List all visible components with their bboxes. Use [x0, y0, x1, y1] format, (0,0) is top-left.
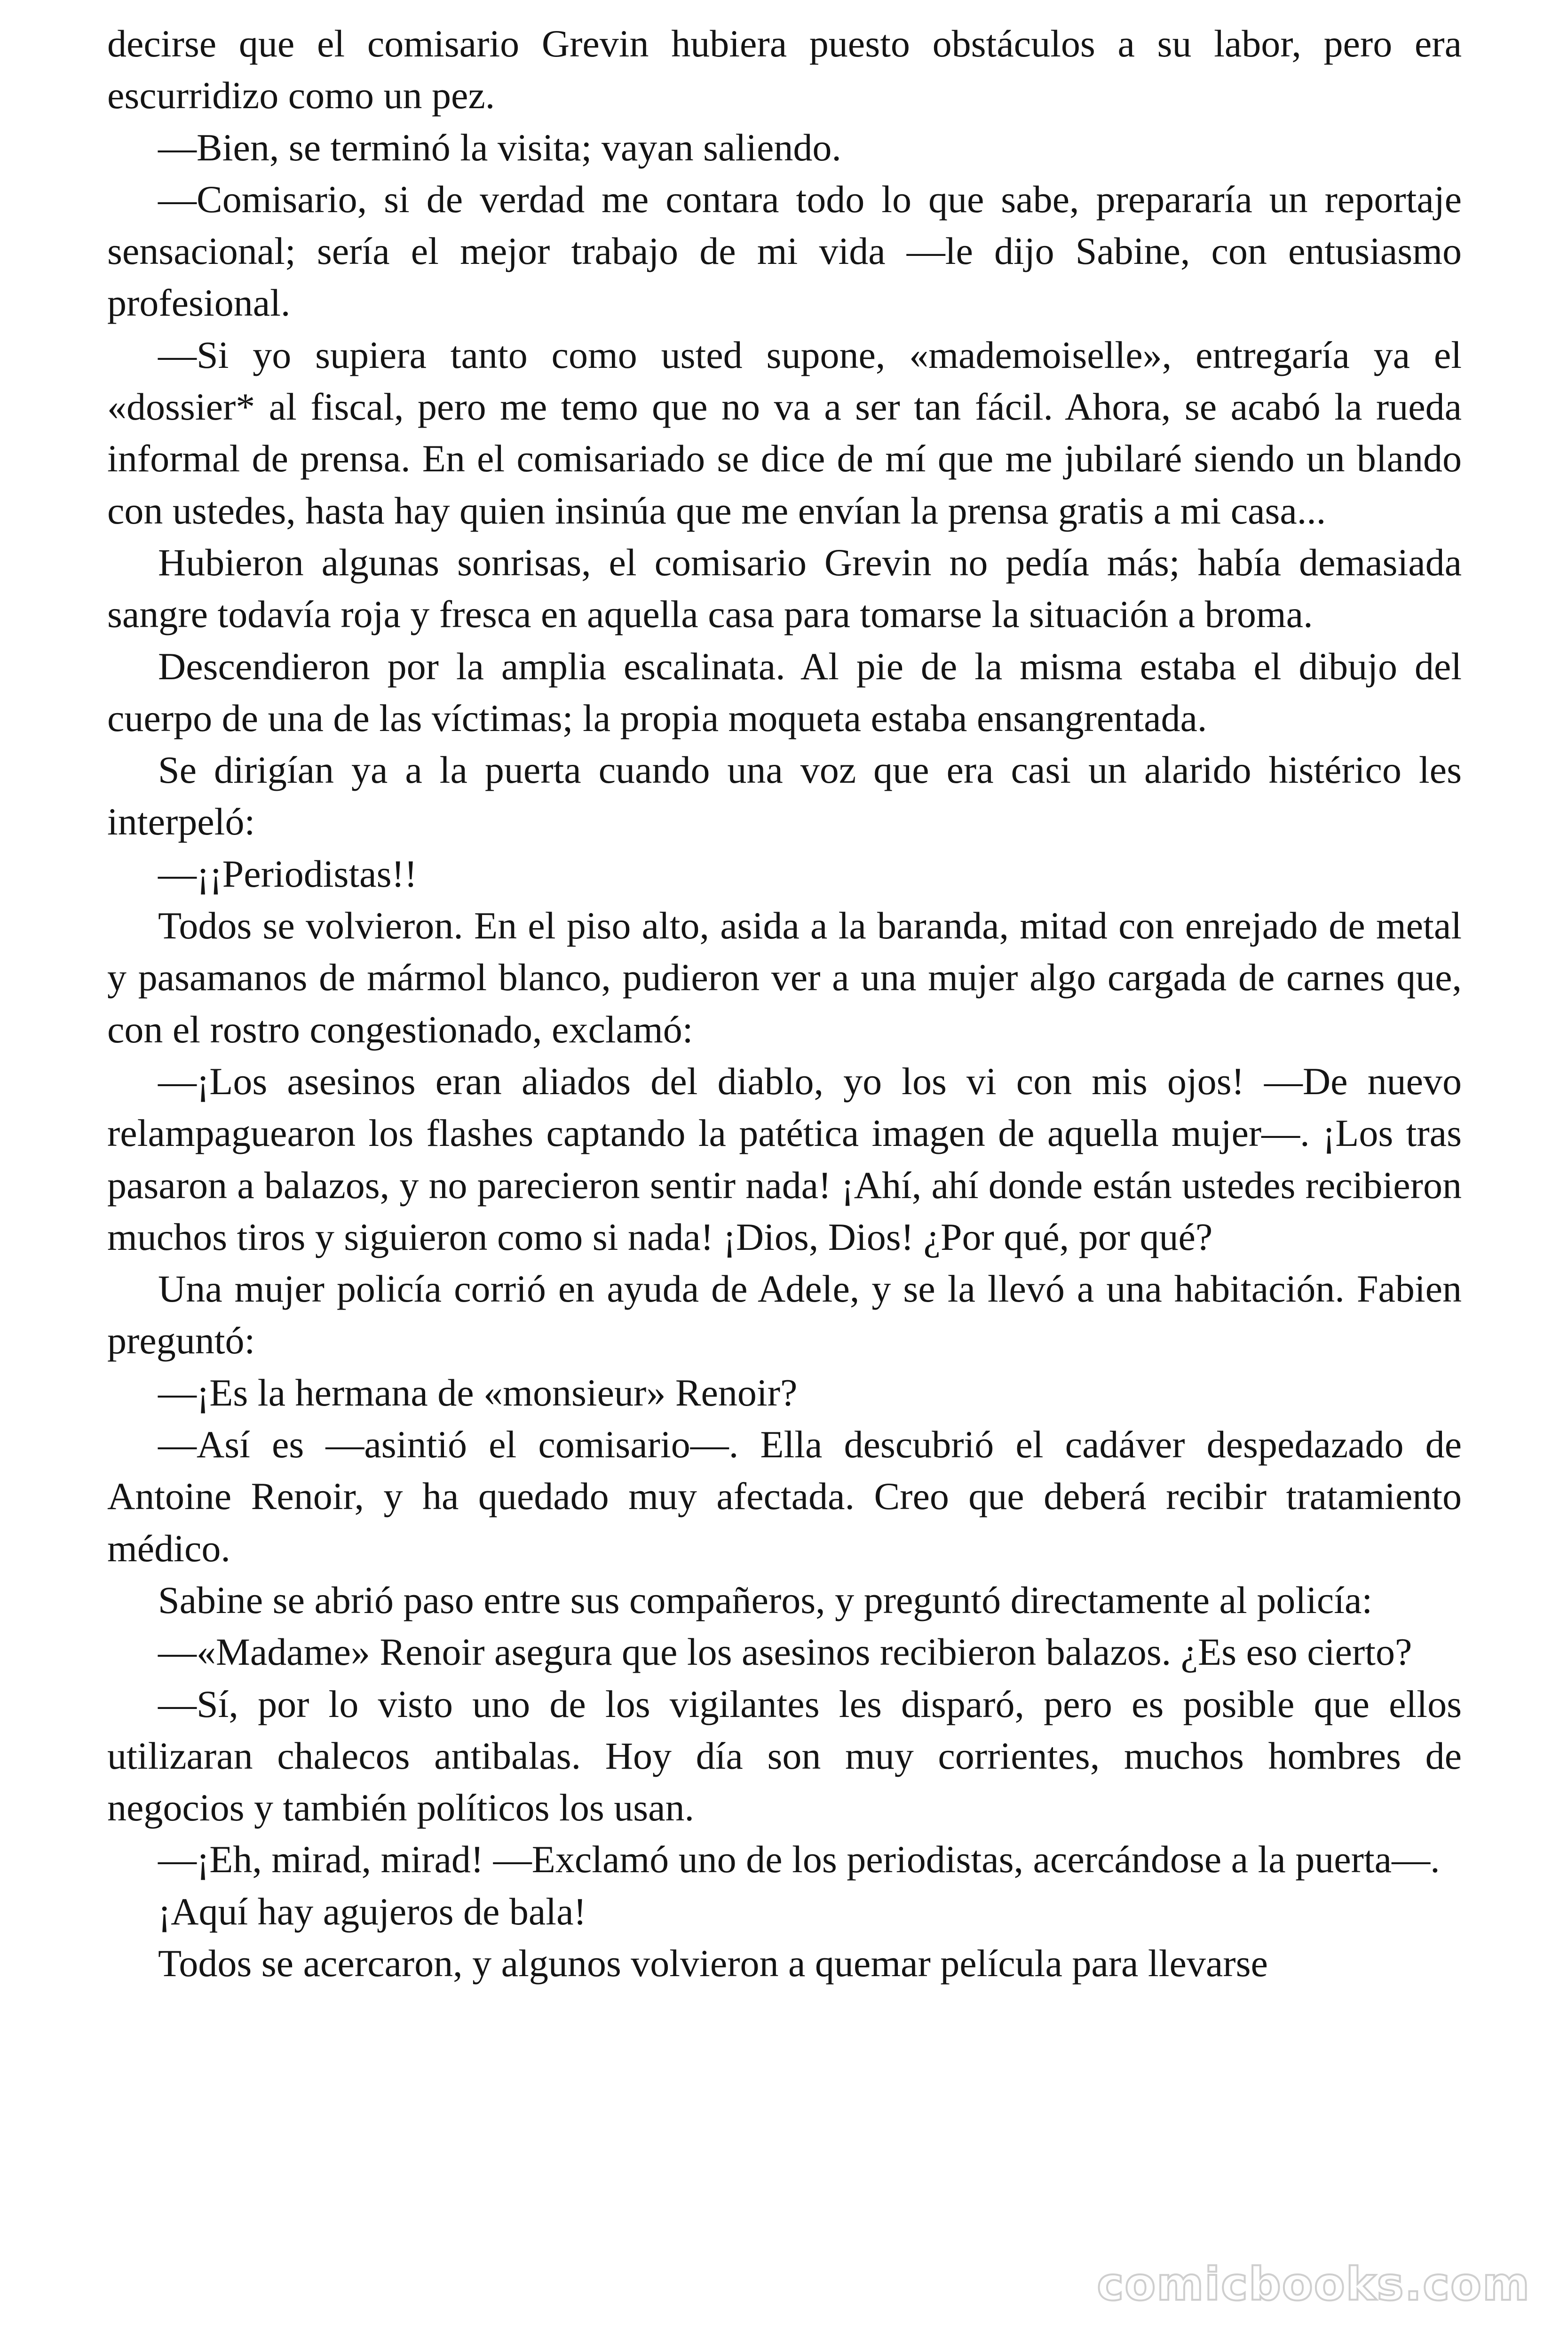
paragraph: —¡¡Periodistas!!: [158, 852, 418, 895]
paragraph: —Si yo supiera tanto como usted supone, «mademoiselle», entregaría ya el «dossier* al fiscal, pero me temo que no va a ser tan fácil. Ahora, se acabó la rueda informal de prensa. En el comisariado se dice de mí que me jubilaré siendo un blando con ustedes, hasta hay quien insinúa que me envían la prensa gratis a mi casa...: [107, 333, 1462, 532]
watermark: comicbooks.com: [1097, 2258, 1530, 2311]
paragraph: —«Madame» Renoir asegura que los asesinos recibieron balazos. ¿Es eso cierto?: [158, 1630, 1412, 1674]
paragraph: Todos se acercaron, y algunos volvieron a quemar película para llevarse: [158, 1941, 1268, 1985]
paragraph: Se dirigían ya a la puerta cuando una voz que era casi un alarido histérico les interpeló:: [107, 748, 1462, 843]
paragraph-continuation: decirse que el comisario Grevin hubiera puesto obstáculos a su labor, pero era escurridizo como un pez.: [107, 22, 1462, 117]
paragraph: Descendieron por la amplia escalinata. Al pie de la misma estaba el dibujo del cuerpo de una de las víctimas; la propia moqueta estaba ensangrentada.: [107, 644, 1462, 739]
paragraph: Todos se volvieron. En el piso alto, asida a la baranda, mitad con enrejado de metal y pasamanos de mármol blanco, pudieron ver a una mujer algo cargada de carnes que, con el rostro congestionado, exclamó:: [107, 904, 1462, 1051]
paragraph: —¡Eh, mirad, mirad! —Exclamó uno de los periodistas, acercándose a la puerta—.: [158, 1838, 1440, 1881]
body-text: [107, 18, 1462, 1989]
paragraph: —Así es —asintió el comisario—. Ella descubrió el cadáver despedazado de Antoine Renoir, y ha quedado muy afectada. Creo que deberá recibir tratamiento médico.: [107, 1423, 1462, 1570]
paragraph: —Sí, por lo visto uno de los vigilantes les disparó, pero es posible que ellos utilizaran chalecos antibalas. Hoy día son muy corrientes, muchos hombres de negocios y también políticos los usan.: [107, 1682, 1462, 1829]
paragraph: ¡Aquí hay agujeros de bala!: [158, 1890, 586, 1933]
paragraph: —¡Los asesinos eran aliados del diablo, yo los vi con mis ojos! —De nuevo relampaguearon los flashes captando la patética imagen de aquella mujer—. ¡Los tras pasaron a balazos, y no parecieron sentir nada! ¡Ahí, ahí donde están ustedes recibieron muchos tiros y siguieron como si nada! ¡Dios, Dios! ¿Por qué, por qué?: [107, 1059, 1462, 1258]
paragraph: Una mujer policía corrió en ayuda de Adele, y se la llevó a una habitación. Fabien preguntó:: [107, 1267, 1462, 1362]
paragraph: —Bien, se terminó la visita; vayan saliendo.: [158, 126, 841, 169]
paragraph: Sabine se abrió paso entre sus compañeros, y preguntó directamente al policía:: [158, 1578, 1373, 1621]
paragraph: Hubieron algunas sonrisas, el comisario Grevin no pedía más; había demasiada sangre todavía roja y fresca en aquella casa para tomarse la situación a broma.: [107, 540, 1462, 636]
paragraph: —¡Es la hermana de «monsieur» Renoir?: [158, 1371, 798, 1414]
paragraph: —Comisario, si de verdad me contara todo lo que sabe, prepararía un reportaje sensacional; sería el mejor trabajo de mi vida —le dijo Sabine, con entusiasmo profesional.: [107, 177, 1462, 325]
